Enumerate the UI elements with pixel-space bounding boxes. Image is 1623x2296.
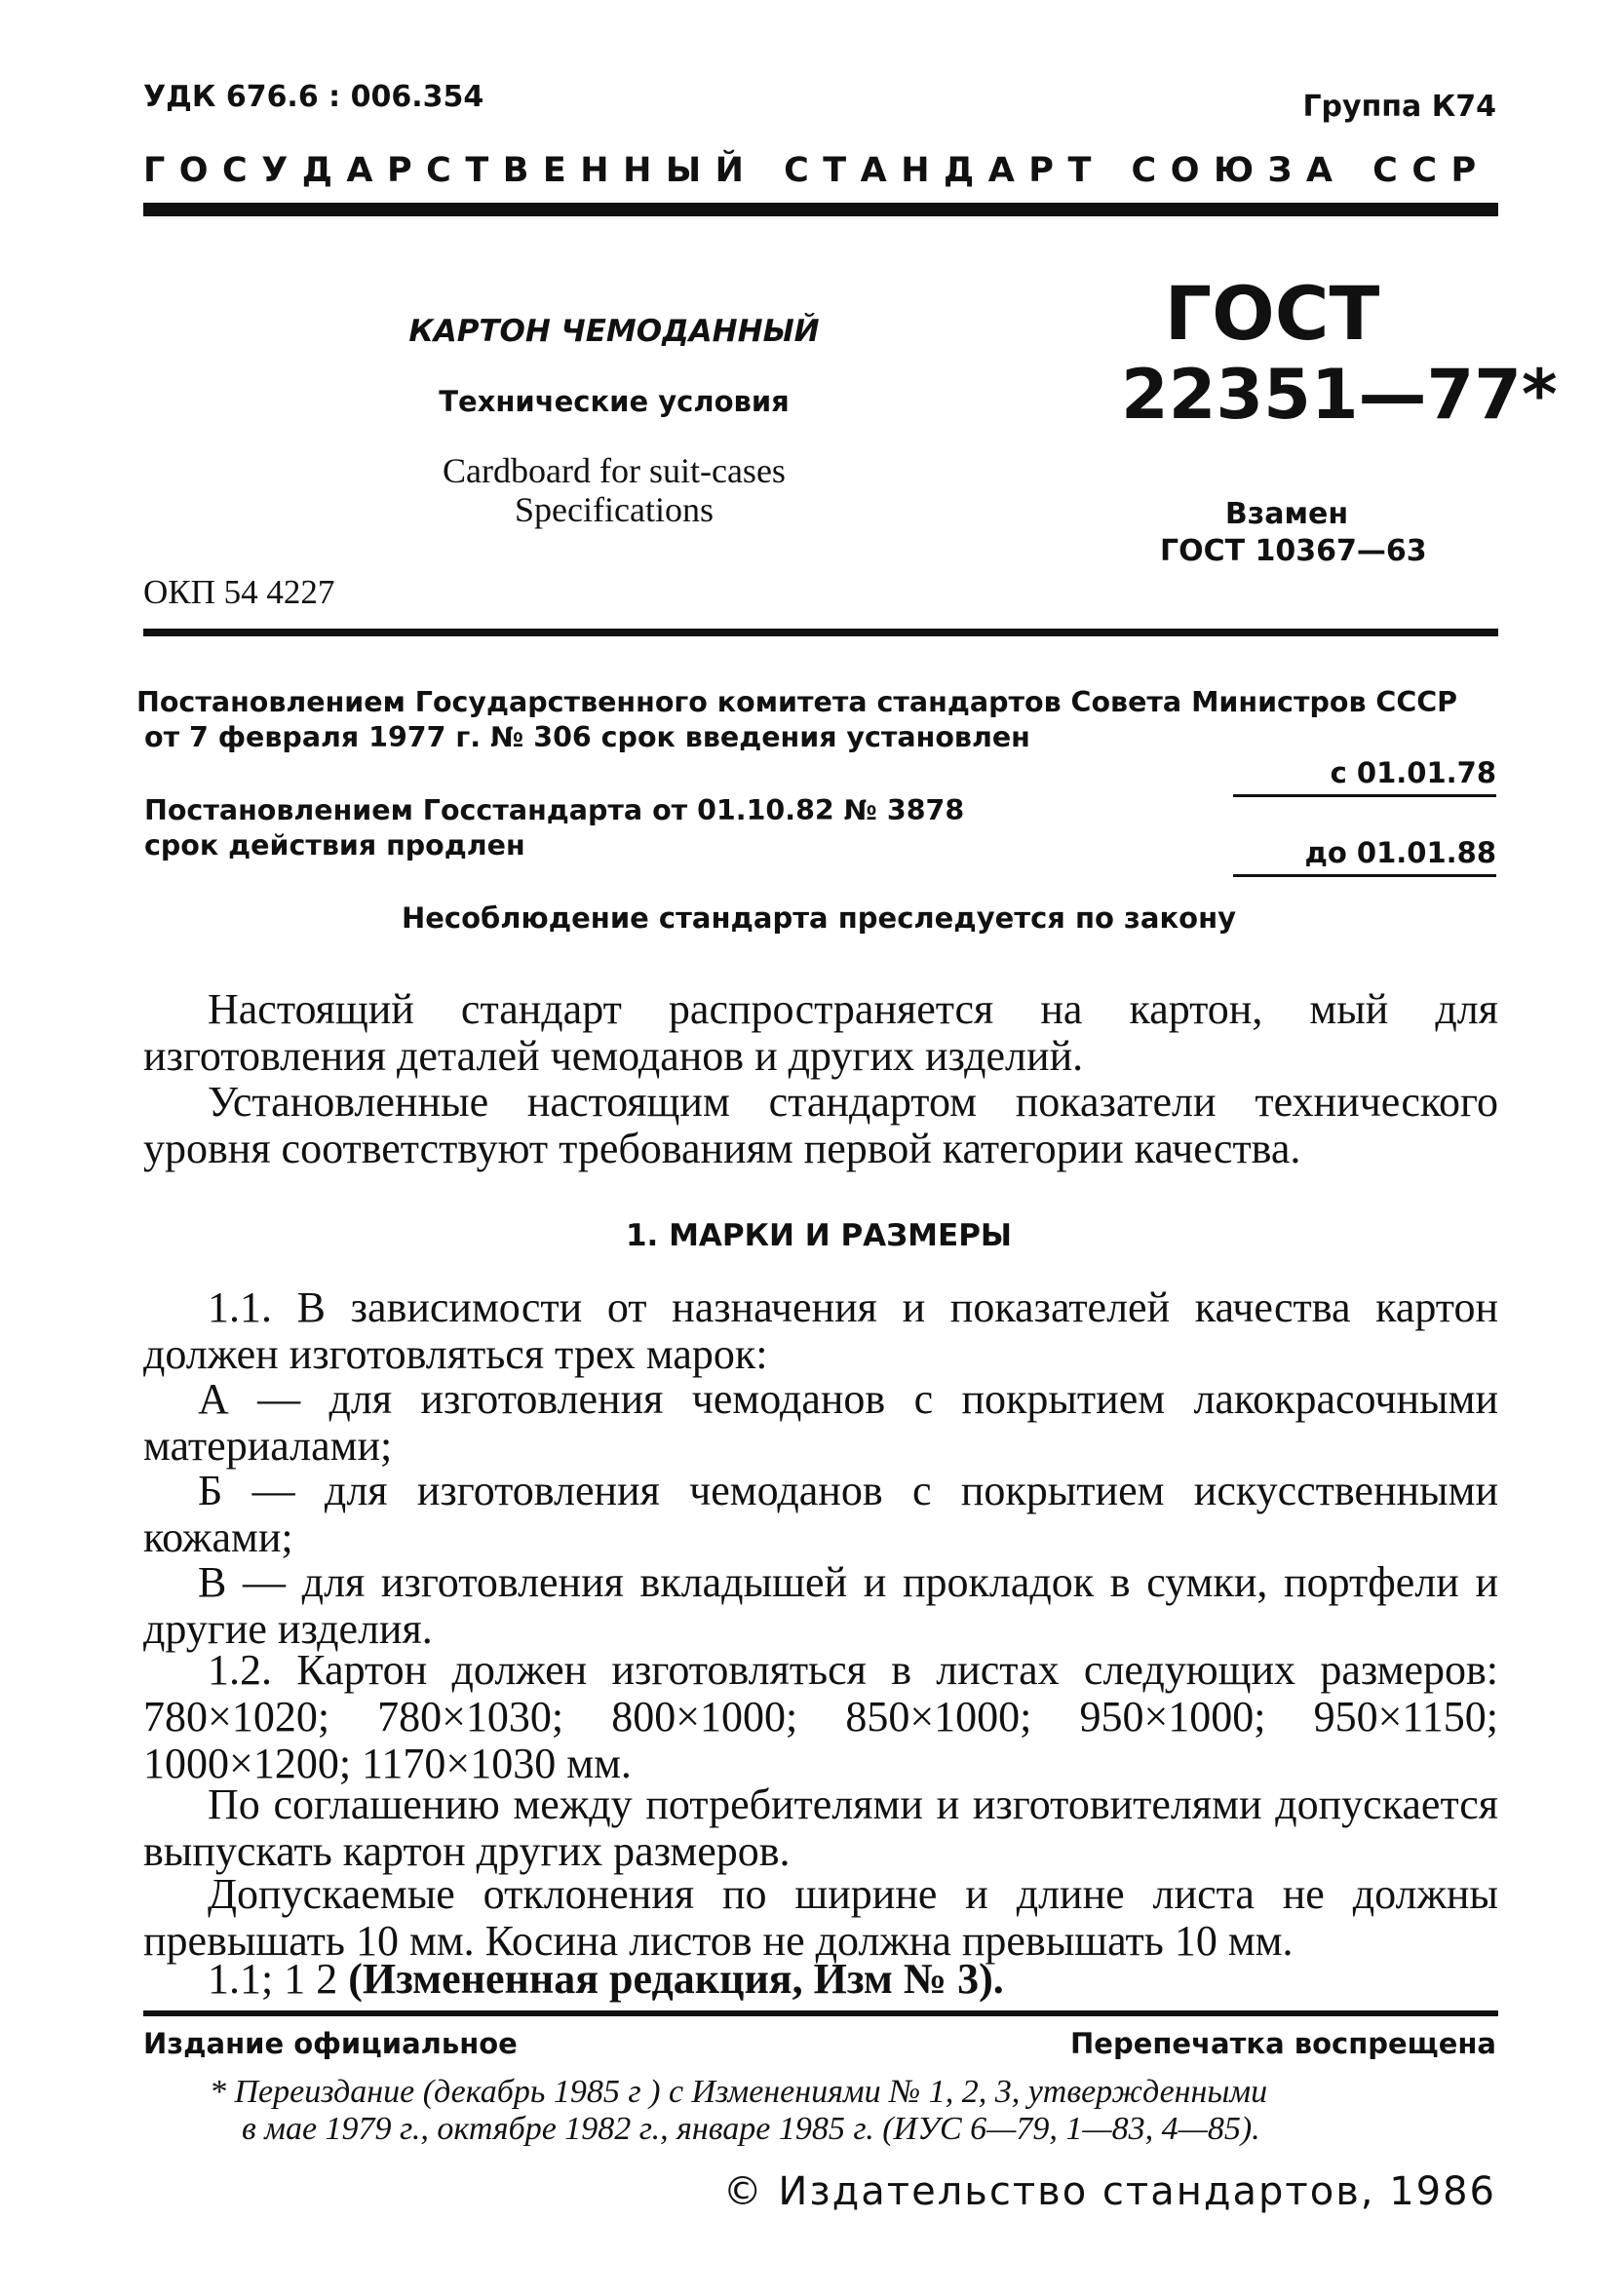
doc-subtitle-english: Specifications xyxy=(515,490,714,529)
reprint-note-line-1: * Переиздание (декабрь 1985 г ) с Изменениями № 1, 2, 3, утвержденными xyxy=(210,2074,1268,2110)
clause-1-2: 1.2. Картон должен изготовляться в листах следующих размеров: 780×1020; 780×1030; 800×1000; 850×1000; 950×1000; 950×1150; 1000×1200; 1170×1030 мм. xyxy=(143,1646,1498,1787)
amendment-clauses: 1.1; 1 2 xyxy=(208,1955,349,2003)
decree-line-4: срок действия продлен xyxy=(144,829,525,861)
decree-date-2: до 01.01.88 xyxy=(1304,836,1496,869)
reprint-note-line-2: в мае 1979 г., октябре 1982 г., январе 1985 г. (ИУС 6—79, 1—83, 4—85). xyxy=(242,2111,1260,2147)
section-1-heading: 1. МАРКИ И РАЗМЕРЫ xyxy=(625,1218,1013,1253)
amendment-bold-text: (Измененная редакция, Изм № 3). xyxy=(348,1955,1004,2003)
footer-rule xyxy=(143,2010,1498,2016)
decree-date-1: с 01.01.78 xyxy=(1330,756,1496,789)
gost-number: 22351—77* xyxy=(1121,355,1558,435)
grade-b: Б — для изготовления чемоданов с покрытием искусственными кожами; xyxy=(143,1467,1498,1561)
group-code: Группа К74 xyxy=(1302,90,1496,124)
decree-line-2: от 7 февраля 1977 г. № 306 срок введения установлен xyxy=(144,721,1030,753)
okp-code: ОКП 54 4227 xyxy=(143,573,335,611)
doc-subtitle: Технические условия xyxy=(439,385,790,418)
intro-paragraph-2: Установленные настоящим стандартом показатели технического уровня соответствуют требованиям первой категории качества. xyxy=(143,1078,1498,1172)
banner-title: ГОСУДАРСТВЕННЫЙ СТАНДАРТ СОЮЗА ССР xyxy=(143,151,1490,190)
reprint-prohibited: Перепечатка воспрещена xyxy=(1070,2027,1496,2060)
decree-line-3: Постановлением Госстандарта от 01.10.82 № 3878 xyxy=(144,794,965,826)
banner-rule xyxy=(143,203,1498,216)
gost-label: ГОСТ xyxy=(1164,270,1380,357)
doc-title-english: Cardboard for suit-cases xyxy=(443,451,786,490)
copyright-line: © Издательство стандартов, 1986 xyxy=(722,2169,1496,2214)
title-rule xyxy=(143,629,1498,636)
grade-v: В — для изготовления вкладышей и прокладок в сумки, портфели и другие изделия. xyxy=(143,1558,1498,1653)
law-warning: Несоблюдение стандарта преследуется по закону xyxy=(401,901,1237,935)
official-edition: Издание официальное xyxy=(143,2027,518,2060)
clause-1-1: 1.1. В зависимости от назначения и показателей качества картон должен изготовляться трех марок: xyxy=(143,1283,1498,1378)
date-1-rule xyxy=(1233,794,1496,797)
udk-code: УДК 676.6 : 006.354 xyxy=(143,80,484,114)
replaces-label: Взамен xyxy=(1224,497,1349,531)
intro-paragraph-1: Настоящий стандарт распространяется на картон, мый для изготовления деталей чемоданов и других изделий. xyxy=(143,985,1498,1080)
decree-line-1: Постановлением Государственного комитета стандартов Совета Министров СССР xyxy=(136,686,1458,718)
replaces-number: ГОСТ 10367—63 xyxy=(1160,534,1427,568)
doc-title: КАРТОН ЧЕМОДАННЫЙ xyxy=(408,314,820,349)
amendment-note xyxy=(208,1956,1475,2003)
tolerance-paragraph: Допускаемые отклонения по ширине и длине листа не должны превышать 10 мм. Косина листов не должна превышать 10 мм. xyxy=(143,1870,1498,1965)
agreement-paragraph: По соглашению между потребителями и изготовителями допускается выпускать картон других размеров. xyxy=(143,1780,1498,1875)
date-2-rule xyxy=(1233,874,1496,877)
grade-a: А — для изготовления чемоданов с покрытием лакокрасочными материалами; xyxy=(143,1375,1498,1470)
